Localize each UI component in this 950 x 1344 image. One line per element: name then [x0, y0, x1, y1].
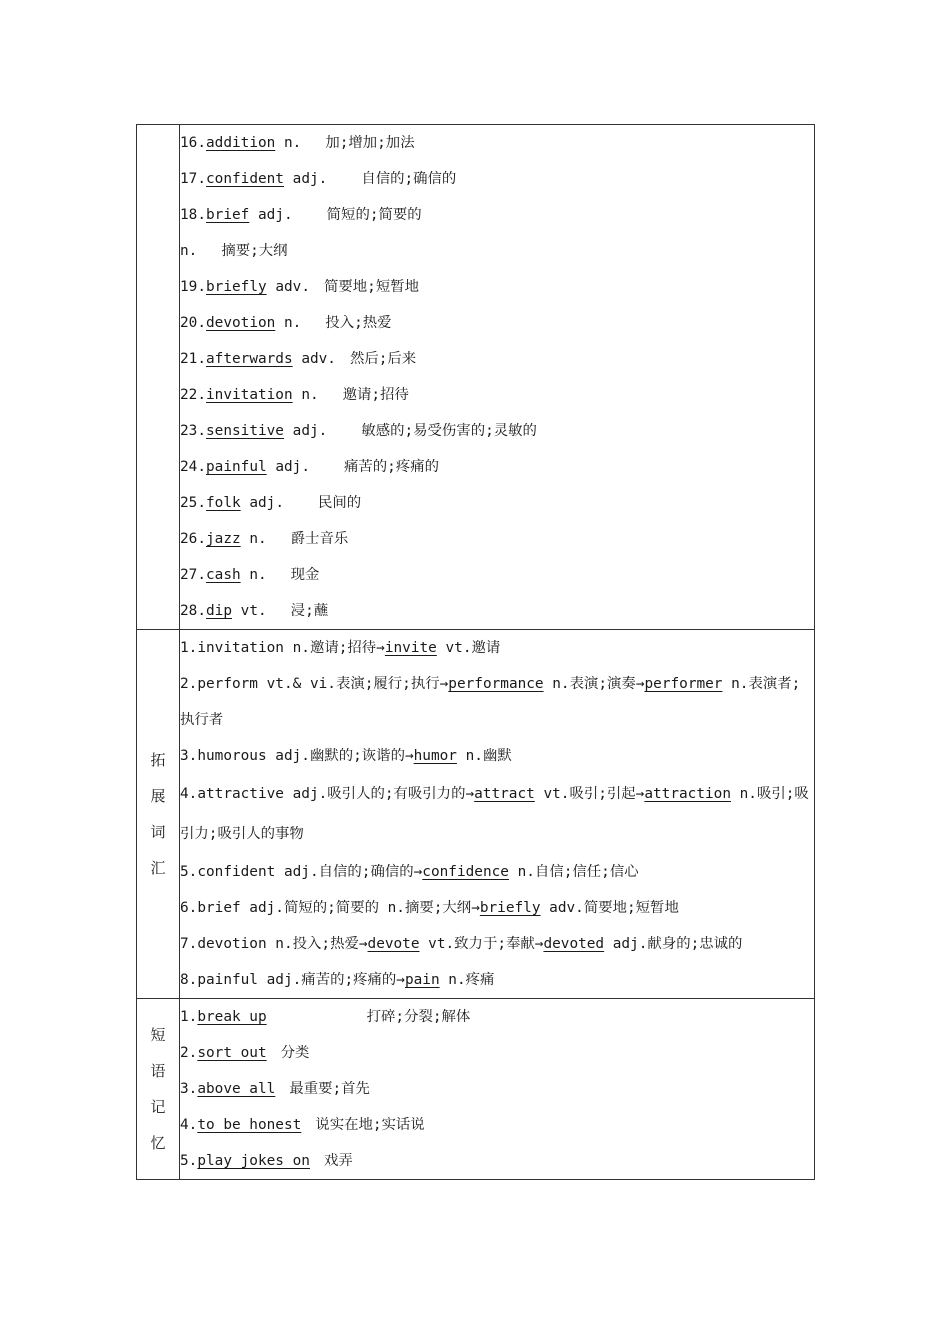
section-label-phrases: [137, 999, 180, 1180]
part-of-speech: adv.: [301, 351, 336, 367]
derived-word: performance: [448, 676, 544, 692]
part-of-speech: n.: [283, 135, 302, 151]
base-word-text: 7.devotion n.投入;热爱→: [180, 936, 368, 952]
derivation-line: [180, 774, 814, 854]
vocab-line: [180, 161, 814, 197]
item-number: 2.: [180, 1045, 198, 1061]
vocab-line: [180, 377, 814, 413]
item-number: 4.: [180, 1117, 198, 1133]
derived-definition: n.疼痛: [439, 972, 495, 988]
part-of-speech: vt.: [240, 603, 267, 619]
item-number: 23.: [180, 423, 206, 439]
definition: 浸;蘸: [290, 603, 329, 619]
derivation-line: [180, 630, 814, 666]
derived-word: attract: [474, 786, 535, 802]
item-number: 26.: [180, 531, 206, 547]
phrase-definition: 分类: [280, 1045, 310, 1061]
item-number: 28.: [180, 603, 206, 619]
phrase-line: [180, 999, 814, 1035]
section-label-char: 忆: [150, 1134, 166, 1152]
definition: 自信的;确信的: [361, 171, 457, 187]
vocab-line: [180, 125, 814, 161]
derived-word: invite: [384, 640, 437, 656]
section-label-char: 展: [150, 787, 166, 805]
derived-definition: n.幽默: [456, 748, 512, 764]
definition: 痛苦的;疼痛的: [343, 459, 439, 475]
phrase: sort out: [197, 1045, 267, 1061]
item-number: 1.: [180, 1009, 198, 1025]
item-number: 19.: [180, 279, 206, 295]
vocab-section-row: [137, 125, 815, 630]
vocab-word: dip: [206, 603, 232, 619]
definition: 现金: [290, 567, 320, 583]
base-word-text: 5.confident adj.自信的;确信的→: [180, 864, 423, 880]
part-of-speech: adj.: [249, 495, 284, 511]
vocab-line: [180, 341, 814, 377]
phrase-definition: 打碎;分裂;解体: [366, 1009, 471, 1025]
phrase-line: [180, 1035, 814, 1071]
derived-definition: n.表演;演奏→: [543, 676, 645, 692]
item-number: 22.: [180, 387, 206, 403]
vocab-word: briefly: [206, 279, 267, 295]
derived-definition: vt.致力于;奉献→: [419, 936, 544, 952]
vocab-line: [180, 485, 814, 521]
derivation-line: [180, 854, 814, 890]
item-number: 24.: [180, 459, 206, 475]
section-label-char: 汇: [150, 859, 166, 877]
section-label-empty: [137, 125, 180, 630]
derived-word: confidence: [422, 864, 509, 880]
item-number: 21.: [180, 351, 206, 367]
base-word-text: 4.attractive adj.吸引人的;有吸引力的→: [180, 786, 475, 802]
extended-vocab-list: [180, 630, 815, 999]
item-number: 25.: [180, 495, 206, 511]
part-of-speech: n.: [283, 315, 302, 331]
section-label-char: 短: [150, 1026, 166, 1044]
vocab-word: brief: [206, 207, 250, 223]
part-of-speech: adj.: [258, 207, 293, 223]
definition: 民间的: [317, 495, 362, 511]
phrase: above all: [197, 1081, 276, 1097]
vocab-line: [180, 593, 814, 629]
phrase-line: [180, 1071, 814, 1107]
derived-definition: adj.献身的;忠诚的: [604, 936, 743, 952]
part-of-speech: n.: [301, 387, 319, 403]
vocab-line: [180, 521, 814, 557]
extended-vocab-row: [137, 630, 815, 999]
definition: 投入;热爱: [325, 315, 392, 331]
phrase: to be honest: [197, 1117, 302, 1133]
derived-word: devoted: [543, 936, 605, 952]
item-number: 18.: [180, 207, 206, 223]
derivation-line: [180, 738, 814, 774]
vocab-line: [180, 449, 814, 485]
item-number: 3.: [180, 1081, 198, 1097]
vocab-word: invitation: [206, 387, 293, 403]
vocab-word: afterwards: [206, 351, 293, 367]
part-of-speech: n.: [180, 243, 198, 259]
vocab-word: jazz: [206, 531, 241, 547]
base-word-text: 1.invitation n.邀请;招待→: [180, 640, 385, 656]
base-word-text: 6.brief adj.简短的;简要的 n.摘要;大纲→: [180, 900, 480, 916]
derivation-line: [180, 926, 814, 962]
derived-definition: n.自信;信任;信心: [508, 864, 639, 880]
vocab-line: [180, 269, 814, 305]
phrase-definition: 最重要;首先: [289, 1081, 370, 1097]
derived-word: humor: [413, 748, 457, 764]
section-label-char: 语: [150, 1062, 166, 1080]
item-number: 17.: [180, 171, 206, 187]
derived-definition: vt.吸引;引起→: [534, 786, 645, 802]
derived-definition: vt.邀请: [436, 640, 501, 656]
definition: 加;增加;加法: [325, 135, 415, 151]
part-of-speech: adj.: [275, 459, 310, 475]
item-number: 20.: [180, 315, 206, 331]
vocab-line: [180, 557, 814, 593]
phrase-line: [180, 1107, 814, 1143]
vocab-line: [180, 305, 814, 341]
vocab-word: cash: [206, 567, 241, 583]
derived-word: briefly: [479, 900, 541, 916]
vocab-word: folk: [206, 495, 241, 511]
vocab-word: sensitive: [206, 423, 284, 439]
definition: 邀请;招待: [342, 387, 409, 403]
vocab-word: addition: [206, 135, 276, 151]
derivation-line: [180, 890, 814, 926]
derivation-line: [180, 962, 814, 998]
vocabulary-table: [136, 124, 815, 1180]
section-label-char: 词: [150, 823, 166, 841]
part-of-speech: adj.: [292, 171, 328, 187]
derived-word: devote: [367, 936, 420, 952]
vocab-line: [180, 413, 814, 449]
part-of-speech: n.: [249, 567, 267, 583]
section-label-extended-vocab: [137, 630, 180, 999]
derived-definition: n.表演者;执行者: [180, 676, 801, 728]
phrase-line: [180, 1143, 814, 1179]
part-of-speech: adj.: [292, 423, 328, 439]
definition: 爵士音乐: [290, 531, 349, 547]
section-label-char: 记: [150, 1098, 166, 1116]
definition: 简短的;简要的: [326, 207, 422, 223]
derivation-line: [180, 666, 814, 738]
definition: 然后;后来: [349, 351, 417, 367]
derived-word: performer: [644, 676, 723, 692]
definition: 敏感的;易受伤害的;灵敏的: [361, 423, 537, 439]
part-of-speech: n.: [249, 531, 267, 547]
vocab-line: [180, 233, 814, 269]
phrase-list: [180, 999, 815, 1180]
derived-word: pain: [404, 972, 440, 988]
vocab-word: painful: [206, 459, 267, 475]
vocab-list: [180, 125, 815, 630]
definition: 简要地;短暂地: [323, 279, 419, 295]
derived-definition: n.吸引;吸引力;吸引人的事物: [180, 786, 809, 842]
base-word-text: 2.perform vt.& vi.表演;履行;执行→: [180, 676, 449, 692]
derived-word: attraction: [644, 786, 731, 802]
derived-definition: adv.简要地;短暂地: [540, 900, 679, 916]
base-word-text: 8.painful adj.痛苦的;疼痛的→: [180, 972, 405, 988]
phrase: break up: [197, 1009, 267, 1025]
vocab-word: confident: [206, 171, 284, 187]
section-label-char: 拓: [150, 751, 166, 769]
part-of-speech: adv.: [275, 279, 310, 295]
phrase: play jokes on: [197, 1153, 310, 1169]
item-number: 5.: [180, 1153, 198, 1169]
phrase-definition: 说实在地;实话说: [315, 1117, 425, 1133]
base-word-text: 3.humorous adj.幽默的;诙谐的→: [180, 748, 414, 764]
phrase-definition: 戏弄: [323, 1153, 353, 1169]
phrases-row: [137, 999, 815, 1180]
vocab-line: [180, 197, 814, 233]
vocab-word: devotion: [206, 315, 276, 331]
definition: 摘要;大纲: [221, 243, 288, 259]
item-number: 16.: [180, 135, 206, 151]
item-number: 27.: [180, 567, 206, 583]
